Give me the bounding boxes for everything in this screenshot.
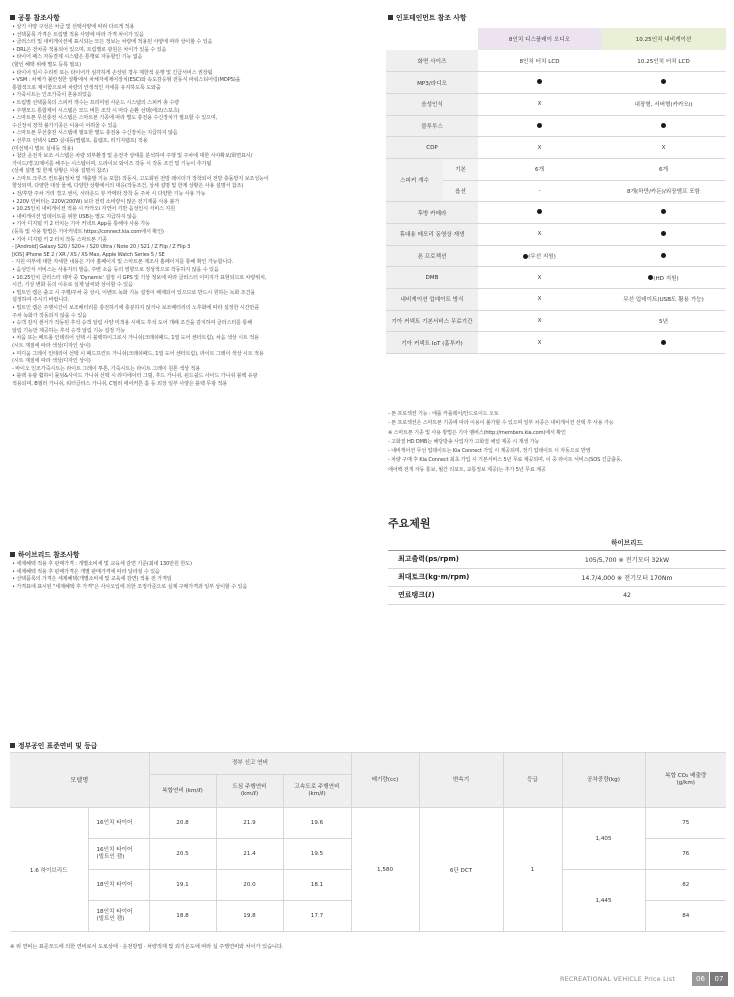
note-line: [iOS] iPhone SE 2 / XR / XS / XS Max, Apple Watch Series 5 / SE <box>12 251 165 258</box>
filled-dot-icon <box>661 340 666 345</box>
note-line: • 빌트인 캠은 출고 시 주행/주차 중 상시, 이벤트 녹화 기능 설정이 해제되어 있으므로 반드시 원하는 녹화 조건을 <box>12 289 256 296</box>
note-line: • 선택품목 가격은 트림별 적용 사양에 따라 가격 차이가 있음 <box>12 31 144 38</box>
note-line: • 전/후방 주차 거리 경고 센서, 서라운드 뷰 카메라 장착 등 주차 시 다양한 기능 사용 가능 <box>12 191 206 198</box>
feature-cell <box>601 332 726 354</box>
infotainment-footnotes <box>388 410 622 475</box>
model-header: 모델명 <box>10 753 149 808</box>
fuel-footnote: ※ 위 연비는 표준모드에 의한 연비로서 도로상태 · 운전방법 · 차량적재 및 외기온도에 따라 실 주행연비와 차이가 있습니다. <box>10 944 284 950</box>
note-line: • 타이어 패스 자동결제 시스템은 통행료 자동할인 기능 없음 <box>12 54 143 61</box>
tire-cell <box>88 870 149 901</box>
note-line: • 블랙 유광 휠하이 몰딩&사이드 가니쉬 선택 시 라디에이터 그릴, 후드 가니쉬, 윈드쉴드 사이드 가니쉬 블랙 유광 <box>12 373 258 380</box>
note-line: • 클러스터 및 내비게이션에 표시되는 모든 정보는 차량에 적용된 사양에 따라 상이할 수 있음 <box>12 39 213 46</box>
hybrid-notes-heading: 하이브리드 참조사항 <box>10 549 79 559</box>
infotainment-row <box>386 224 726 246</box>
note-line: - 지원 여부에 대한 자세한 내용은 기아 홈페이지 및 스마트폰 제조사 홈페이지를 통해 확인 가능합니다. <box>12 259 234 266</box>
combined-mileage-cell: 18.8 <box>149 901 216 932</box>
tire-label: 16인치 타이어 <box>96 847 133 853</box>
row-label: 폰 프로젝션 <box>386 245 478 267</box>
feature-cell <box>478 202 601 224</box>
gov-mileage-header: 정부 신고 연비 <box>149 753 351 775</box>
infotainment-row <box>386 93 726 115</box>
infotainment-row <box>386 158 726 180</box>
specs-column-header: 하이브리드 <box>528 534 726 550</box>
curb-weight-cell: 1,405 <box>562 808 645 870</box>
note-line: - 폰 프로젝션 기능 : 애플 카플레이/안드로이드 오토 <box>388 411 499 417</box>
feature-cell: 6개 <box>478 158 601 180</box>
square-bullet-icon <box>388 15 393 20</box>
note-line: • 차음 또는 페트롤 인테리어 선택 시 블랙하이그로시 가니쉬(크래쉬패드, 1열 도어 센터트림), 차음 색상 시트 적용 <box>12 335 259 342</box>
fuel-header-row-1 <box>10 753 726 775</box>
fuel-row <box>10 808 726 839</box>
co2-cell: 75 <box>645 808 726 839</box>
tire-cell <box>88 901 149 932</box>
note-line: (시트 재질에 따라 색상/디자인 상이) <box>12 342 91 349</box>
filled-dot-icon <box>661 231 666 236</box>
feature-cell: 무선 업데이트(USB도 활용 가능) <box>601 289 726 311</box>
note-line: • 상기 사양 구성은 차급 및 선택사양에 따라 다르게 적용 <box>12 24 135 30</box>
feature-cell: X <box>478 267 601 289</box>
note-line: • 10.25인치 내비게이션 적용 시 카카오i 자연어 기반 음성인식 서비스 지원 <box>12 206 175 213</box>
row-label: MP3/라디오 <box>386 72 478 94</box>
row-label: 내비게이션 업데이트 방식 <box>386 289 478 311</box>
tire-sublabel: (빌트인 캠) <box>96 854 125 860</box>
infotainment-table <box>386 28 726 354</box>
city-header: 도심 주행연비 (km/ℓ) <box>216 775 283 808</box>
tire-label: 18인치 타이어 <box>96 881 133 888</box>
highway-mileage-cell: 18.1 <box>283 870 351 901</box>
city-mileage-cell: 21.9 <box>216 808 283 839</box>
spec-row <box>388 550 726 568</box>
city-mileage-cell: 20.0 <box>216 870 283 901</box>
filled-dot-icon <box>661 79 666 84</box>
row-sublabel: 옵션 <box>443 180 478 202</box>
note-line: 수신장치 장착 불가기종은 이용이 어려울 수 있음 <box>12 122 118 129</box>
feature-cell: 내장형, 서버형(카카오i) <box>601 93 726 115</box>
tire-label: 16인치 타이어 <box>96 819 133 826</box>
note-line: (시트 재질에 따라 색상/디자인 상이) <box>12 358 91 365</box>
note-line: • 10.25인치 클러스터 테마 중 'Dynamic' 설정 시 GPS 및 기상 정보에 따라 클러스터 이미지가 표현되므로 차량위치, <box>12 274 267 281</box>
row-label: 기아 커넥트 기본서비스 무료기간 <box>386 310 478 332</box>
highway-mileage-cell: 19.5 <box>283 839 351 870</box>
note-line: • 가죽시트는 인조가죽이 혼용되었음 <box>12 92 92 99</box>
spec-value: 14.7/4,000 ※ 전기모터 170Nm <box>528 568 726 586</box>
square-bullet-icon <box>10 552 15 557</box>
infotainment-row <box>386 310 726 332</box>
spec-label: 최대토크(kg·m/rpm) <box>388 568 528 586</box>
spec-row <box>388 568 726 586</box>
note-line: 통합적으로 제어함으로써 차량의 안정적인 자세를 유지하도록 도와줌 <box>12 84 161 91</box>
feature-cell: - <box>478 180 601 202</box>
tire-label: 18인치 타이어 <box>96 909 133 915</box>
feature-cell <box>601 202 726 224</box>
note-line: (미선택시 벌브 실내등 적용) <box>12 145 74 152</box>
infotainment-row <box>386 289 726 311</box>
grade-header: 등급 <box>503 753 562 808</box>
page-number-right: 07 <box>710 972 728 986</box>
filled-dot-icon <box>537 209 542 214</box>
note-line: • 스마트 크루즈 컨트롤(정차 및 재출발 기능 포함) 작동시, 고도화된 전방 레이더가 장착되어 전방 충돌방지 보조성능이 <box>12 175 269 182</box>
row-label: DMB <box>386 267 478 289</box>
feature-cell: X <box>478 93 601 115</box>
column-header-audio: 8인치 디스플레이 오디오 <box>478 28 601 50</box>
infotainment-row <box>386 332 726 354</box>
curb-weight-cell: 1,445 <box>562 870 645 932</box>
square-bullet-icon <box>10 15 15 20</box>
row-label: 후방 카메라 <box>386 202 478 224</box>
note-line: (등록 및 사용 방법은 기아커넥트 https://connect.kia.com에서 확인) <box>12 229 164 236</box>
square-bullet-icon <box>10 743 15 748</box>
feature-cell: 8개(하만/카돈)/외장앰프 포함 <box>601 180 726 202</box>
note-line: - 폰 프로젝션은 스마트폰 기종에 따라 이용이 불가할 수 있으며 일부 차종은 내비게이션 선택 후 사용 가능 <box>388 420 614 427</box>
feature-cell <box>478 72 601 94</box>
feature-cell <box>601 245 726 267</box>
infotainment-row <box>386 72 726 94</box>
note-line: (상세 설명 및 한계 상황은 사용 설명서 참조) <box>12 168 108 175</box>
highway-mileage-cell: 19.6 <box>283 808 351 839</box>
highway-mileage-cell: 17.7 <box>283 901 351 932</box>
feature-cell: X <box>478 224 601 246</box>
filled-dot-icon <box>661 123 666 128</box>
common-notes-list <box>12 24 269 389</box>
highway-header: 고속도로 주행연비 (km/ℓ) <box>283 775 351 808</box>
co2-cell: 84 <box>645 901 726 932</box>
combined-mileage-cell: 19.1 <box>149 870 216 901</box>
filled-dot-icon <box>537 79 542 84</box>
note-line: (할인 혜택 위해 별도 등록 필요) <box>12 61 81 68</box>
hybrid-notes-list <box>12 561 247 591</box>
note-line: • 스마트폰 무선충전 시스템에 필요한 별도 충전용 수신장치는 지급하지 않음 <box>12 130 178 137</box>
row-group-label: 스피커 개수 <box>386 158 443 201</box>
note-line: - 바이오 인조가죽시트는 라이트 그레이 투톤, 가죽시트는 라이트 그레이 원톤 색상 적용 <box>12 365 201 372</box>
feature-cell <box>601 224 726 246</box>
row-sublabel: 기본 <box>443 158 478 180</box>
fuel-economy-table <box>10 752 726 932</box>
feature-cell: 10.25인치 터치 LCD <box>601 50 726 72</box>
note-line: 설정하여 주시기 바랍니다. <box>12 297 70 304</box>
common-notes-heading: 공통 참조사항 <box>10 12 60 22</box>
tire-cell <box>88 839 149 870</box>
feature-cell <box>601 267 726 289</box>
note-line: • 기아 디지털 키 2 터치 작동 스마트폰 기종 <box>12 236 107 243</box>
note-line: - 차량 구매 후 Kia Connect 최초 가입 시 기본서비스 5년 무료 제공되며, 이 중 라이트 서비스(SOS 긴급출동, <box>388 457 623 464</box>
row-label: 휴대용 메모리 동영상 재생 <box>386 224 478 246</box>
feature-cell: X <box>478 289 601 311</box>
note-line: • 음성인식 서비스는 사용자의 발음, 주변 소음 등의 영향으로 정상적으로 작동하지 않을 수 있음 <box>12 267 219 273</box>
note-line: - [Android] Galaxy S20 / S20+ / S20 Ultra / Note 20 / S21 / Z Flip / Z Flip 3 <box>12 244 191 251</box>
row-label: 블루투스 <box>386 115 478 137</box>
note-line: • 세제혜택 적용 후 판매가격 : 개별소비세 및 교육세 감면 기준(최대 130만원 한도) <box>12 561 192 567</box>
infotainment-row <box>386 115 726 137</box>
feature-cell: 8인치 터치 LCD <box>478 50 601 72</box>
row-label: 기아 커넥트 IoT (홈투카) <box>386 332 478 354</box>
note-line: • 미디움 그레이 인테리어 선택 시 패드프린트 가니쉬(크래쉬패드, 1열 도어 센터트림), 라이트 그레이 색상 시트 적용 <box>12 350 264 357</box>
infotainment-row <box>386 267 726 289</box>
tire-cell <box>88 808 149 839</box>
grade-cell: 1 <box>503 808 562 932</box>
cell-note: (HD 지원) <box>653 275 679 282</box>
displacement-header: 배기량(cc) <box>351 753 419 808</box>
city-mileage-cell: 19.8 <box>216 901 283 932</box>
spec-value: 42 <box>528 586 726 604</box>
transmission-header: 변속기 <box>419 753 503 808</box>
note-line: 주차 녹화가 작동되지 않을 수 있음 <box>12 312 87 319</box>
co2-cell: 76 <box>645 839 726 870</box>
note-line: • 선루프 선택시 LED 실내등(맵램프, 룸램프, 러기지램프) 적용 <box>12 137 148 144</box>
footer-label: RECREATIONAL VEHICLE Price List <box>560 975 676 983</box>
feature-cell <box>478 115 601 137</box>
infotainment-row <box>386 50 726 72</box>
infotainment-heading: 인포테인먼트 참조 사항 <box>388 12 466 22</box>
row-label: 음성인식 <box>386 93 478 115</box>
note-line: • 세제혜택 적용 후 판매가격은 개별 판매가격에 따라 달라질 수 있음 <box>12 568 160 575</box>
specs-header-row <box>388 534 726 550</box>
note-line: - 고화질 HD DMB는 해당방송 사업자가 고화질 채널 제공 시 재생 가능 <box>388 438 540 445</box>
specs-title: 주요제원 <box>388 517 431 530</box>
feature-cell <box>601 115 726 137</box>
note-line: 향상되며, 다양한 대상 물체, 다양한 상황에서의 대응(작동조건, 상세 설명 및 한계 상황은 사용 설명서 참조) <box>12 183 244 190</box>
note-line: • 승객 감지 센서가 작동된 후석 승객 알림 사양 미적용 시에도 후석 도어 개폐 조건을 감지하여 클러스터를 통해 <box>12 320 253 327</box>
feature-cell: 5년 <box>601 310 726 332</box>
co2-header: 복합 CO₂ 배출량 (g/km) <box>645 753 726 808</box>
note-line: 적용되며, B필러 가니쉬, 워터글라스 가니쉬, C필러 에어커튼 홀 등 외장 일부 사양은 블랙 무광 적용 <box>12 380 228 387</box>
note-line: • 220V 인버터는 220V(200W) 보다 전력 소비량이 많은 전기제품 사용 불가 <box>12 198 180 205</box>
note-line: • 가격표에 표시된 "세제혜택 후 가격"은 사사오입에 의한 조정가준으로 실제 구매가격과 일부 상이할 수 있음 <box>12 583 248 590</box>
specs-table <box>388 534 726 605</box>
note-line: • 첨단 운전자 보조 시스템은 차량 외부환경 및 운전자 상태를 분석하여 주행 및 주차에 대한 시야확보/화면표시/ <box>12 153 253 160</box>
note-line: • 타이어 임시 수리킷 또는 타이어가 심각하게 손상된 경우 제한적 운행 및 긴급서비스 권장됨 <box>12 69 213 76</box>
curb-weight-header: 공차중량(kg) <box>562 753 645 808</box>
note-line: • 기아 디지털 키 2 터치는 기아 커넥트 App을 통해야 사용 가능 <box>12 221 150 228</box>
note-line: • 스마트폰 무선충전 시스템은 스마트폰 기종에 따라 별도 충전용 수신장치가 필요할 수 있으며, <box>12 115 218 122</box>
combined-header: 복합연비 (km/ℓ) <box>149 775 216 808</box>
displacement-cell: 1,580 <box>351 808 419 932</box>
feature-cell: X <box>478 332 601 354</box>
note-line: - 내비게이션 무선 업데이트는 Kia Connect 가입 시 제공되며, 정기 업데이트 시 자동으로 반영 <box>388 448 591 455</box>
infotainment-row <box>386 245 726 267</box>
note-line: • DRL은 전차종 적용되어 있으며, 트림별로 광원은 차이가 있을 수 있음 <box>12 46 167 53</box>
combined-mileage-cell: 20.8 <box>149 808 216 839</box>
infotainment-header-row <box>386 28 726 50</box>
note-line: 에어백 전개 자동 통보, 월간 리포트, 교통정보 제공)는 추가 5년 무료 제공 <box>388 466 546 473</box>
feature-cell: X <box>478 137 601 159</box>
combined-mileage-cell: 20.5 <box>149 839 216 870</box>
model-name-cell: 1.6 하이브리드 <box>10 808 88 932</box>
note-line: • 트림별 선택품목의 스피커 개수는 프리미엄 사운드 시스템의 스피커 총 수량 <box>12 99 180 106</box>
note-line: • 내비게이션 업데이트를 위한 USB는 별도 지급하지 않음 <box>12 213 137 220</box>
filled-dot-icon <box>661 253 666 258</box>
feature-cell: X <box>601 137 726 159</box>
spec-value: 105/5,700 ※ 전기모터 32kW <box>528 550 726 568</box>
feature-cell <box>601 72 726 94</box>
note-line: • 선택품목의 가격은 세제혜택(개별소비세 및 교육세 감면) 적용 전 가격임 <box>12 576 172 583</box>
note-line: 시간, 기상 변화 등의 이유로 실제 날씨와 상이할 수 있음 <box>12 282 133 289</box>
tire-sublabel: (빌트인 캠) <box>96 916 125 922</box>
city-mileage-cell: 21.4 <box>216 839 283 870</box>
note-line: 알림 기능만 제공하는 후석 승객 알림 기능 설정 가능 <box>12 327 126 334</box>
row-label: 화면 사이즈 <box>386 50 478 72</box>
note-line: • VSM : 차체가 불안정한 상황에서 차체자세제어장치(ESC)와 속도감응형 전동식 파워스티어링(MDPS)을 <box>12 77 241 84</box>
co2-cell: 82 <box>645 870 726 901</box>
infotainment-row <box>386 137 726 159</box>
note-line: • 주행모드 통합제어 시스템은 모드 버튼 조작 시 마다 순환 선택(에코/스포츠) <box>12 107 180 114</box>
note-line: 가이드/경고/제어를 해주는 시스템이며, 드라이브 와이즈 작동 시 작동 조건 및 기능이 추가됨 <box>12 160 212 167</box>
feature-cell: X <box>478 310 601 332</box>
filled-dot-icon <box>661 209 666 214</box>
note-line: ※ 스마트폰 기종 및 사용 방법은 기아 멤버스(http://members.kia.com)에서 확인 <box>388 429 566 436</box>
row-label: CDP <box>386 137 478 159</box>
fuel-heading: 정부공인 표준연비 및 등급 <box>10 740 97 750</box>
column-header-navigation: 10.25인치 내비게이션 <box>601 28 726 50</box>
spec-label: 연료탱크(ℓ) <box>388 586 528 604</box>
feature-cell <box>478 245 601 267</box>
feature-cell: 6개 <box>601 158 726 180</box>
transmission-cell: 6단 DCT <box>419 808 503 932</box>
filled-dot-icon <box>537 123 542 128</box>
infotainment-row <box>386 202 726 224</box>
page-number-left: 06 <box>692 972 709 986</box>
spec-row <box>388 586 726 604</box>
spec-label: 최고출력(ps/rpm) <box>388 550 528 568</box>
cell-note: (무선 지원) <box>528 254 556 261</box>
note-line: • 빌트인 캠은 주행시간이 보조배터리를 충전하기에 충분하지 않거나 보조배터리의 노후화에 따라 설정한 시간만큼 <box>12 304 260 311</box>
